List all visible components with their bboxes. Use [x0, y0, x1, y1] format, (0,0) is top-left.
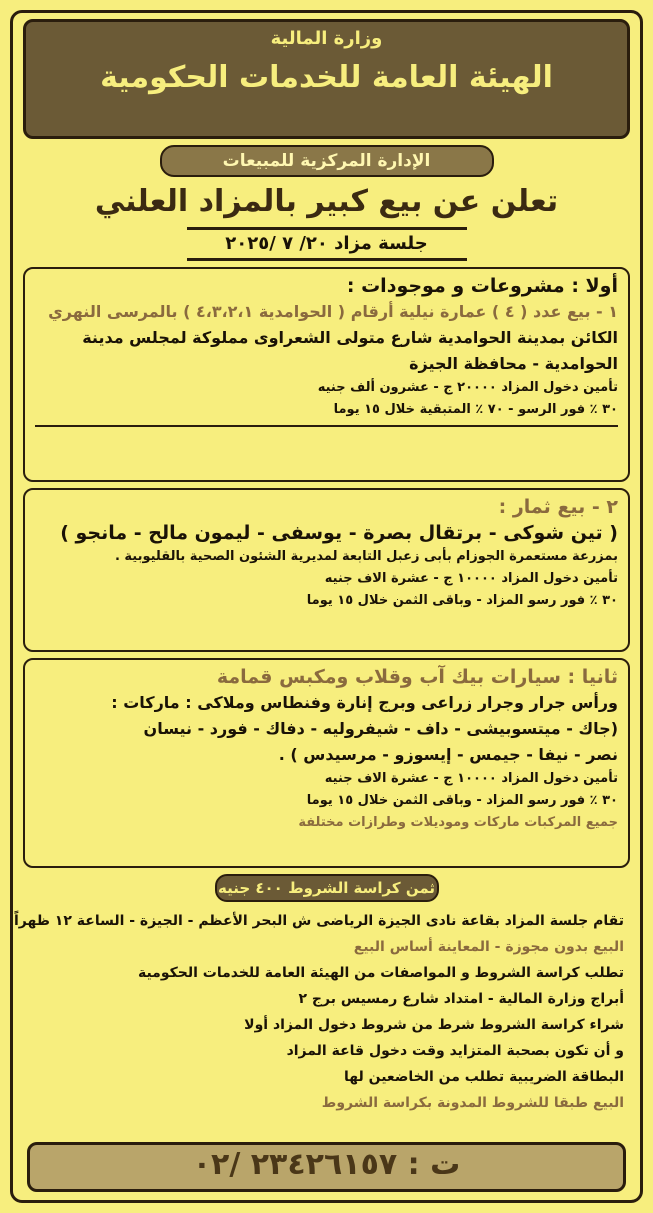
divider: [35, 425, 618, 427]
section2-line2: ورأس جرار وجرار زراعى وبرج إنارة وفنطاس وملاكى : ماركات :: [111, 693, 618, 712]
sale-basis-line: البيع بدون مجوزة - المعاينة أساس البيع: [353, 939, 624, 955]
venue-line: تقام جلسة المزاد بقاعة نادى الجيزة الرياضى ش البحر الأعظم - الجيزة - الساعة ١٢ ظهراً: [13, 913, 624, 929]
section2-title: ثانيا : سيارات بيك آب وقلاب ومكبس قمامة: [216, 666, 618, 688]
purchase-line: شراء كراسة الشروط شرط من شروط دخول المزاد أولا: [244, 1017, 624, 1033]
item1-line3: الحوامدية - محافظة الجيزة: [409, 354, 618, 373]
session-date: جلسة مزاد ٢٠/ ٧ /٢٠٢٥: [187, 227, 467, 261]
item1-line2: الكائن بمدينة الحوامدية شارع متولى الشعراوى مملوكة لمجلس مدينة: [82, 328, 618, 347]
item2-location: بمزرعة مستعمرة الجوزام بأبى زعبل التابعة لمديرية الشئون الصحية بالقليوبية .: [114, 549, 618, 564]
section-vehicles: [23, 658, 630, 868]
section2-line3: (جاك - ميتسوبيشى - داف - شيفروليه - دفاك - فورد - نيسان: [143, 719, 618, 738]
cheque-line: و أن تكون بصحبة المتزايد وقت دخول قاعة المزاد: [286, 1043, 624, 1059]
header-block: [23, 19, 630, 139]
section2-deposit: تأمين دخول المزاد ١٠٠٠٠ ج - عشرة الاف جنيه: [324, 771, 618, 786]
item2-deposit: تأمين دخول المزاد ١٠٠٠٠ ج - عشرة الاف جنيه: [324, 571, 618, 586]
advertisement-frame: [10, 10, 643, 1203]
ministry-name: وزارة المالية: [270, 28, 383, 49]
department-name: الإدارة المركزية للمبيعات: [160, 145, 494, 177]
item1-line1: ١ - بيع عدد ( ٤ ) عمارة نيلية أرقام ( الحوامدية ٤،٣،٢،١ ) بالمرسى النهري: [48, 302, 618, 321]
item1-deposit: تأمين دخول المزاد ٢٠٠٠٠ ج - عشرون ألف جنيه: [317, 380, 618, 395]
request-line: تطلب كراسة الشروط و المواصفات من الهيئة العامة للخدمات الحكومية: [137, 965, 624, 981]
item2-title: ٢ - بيع ثمار :: [498, 496, 618, 518]
section2-line4: نصر - نيفا - جيمس - إيسوزو - مرسيدس ) .: [278, 745, 618, 764]
item2-payment: ٣٠ ٪ فور رسو المزاد - وباقى الثمن خلال ١٥ يوما: [306, 593, 618, 608]
section1-title: أولا : مشروعات و موجودات :: [346, 275, 618, 297]
tax-card-line: البطاقة الضريبية تطلب من الخاضعين لها: [343, 1069, 624, 1085]
section2-payment: ٣٠ ٪ فور رسو المزاد - وباقى الثمن خلال ١٥ يوما: [306, 793, 618, 808]
authority-name: الهيئة العامة للخدمات الحكومية: [100, 60, 553, 95]
item1-payment: ٣٠ ٪ فور الرسو - ٧٠ ٪ المتبقية خلال ١٥ يوما: [333, 402, 618, 417]
section-fruits: [23, 488, 630, 652]
terms-line: البيع طبقا للشروط المدونة بكراسة الشروط: [321, 1095, 624, 1111]
phone-number: ت : ٢٣٤٢٦١٥٧ /٠٢: [27, 1142, 626, 1192]
info-block: [13, 908, 630, 1116]
section2-note: جميع المركبات ماركات وموديلات وطرازات مختلفة: [298, 815, 618, 830]
headline: تعلن عن بيع كبير بالمزاد العلني: [94, 184, 559, 219]
section-projects: [23, 267, 630, 482]
conditions-price-badge: ثمن كراسة الشروط ٤٠٠ جنيه: [215, 874, 439, 902]
item2-fruits: ( تين شوكى - برتقال بصرة - يوسفى - ليمون مالح - مانجو ): [60, 522, 618, 544]
address-line: أبراج وزارة المالية - امتداد شارع رمسيس برج ٢: [298, 991, 624, 1007]
